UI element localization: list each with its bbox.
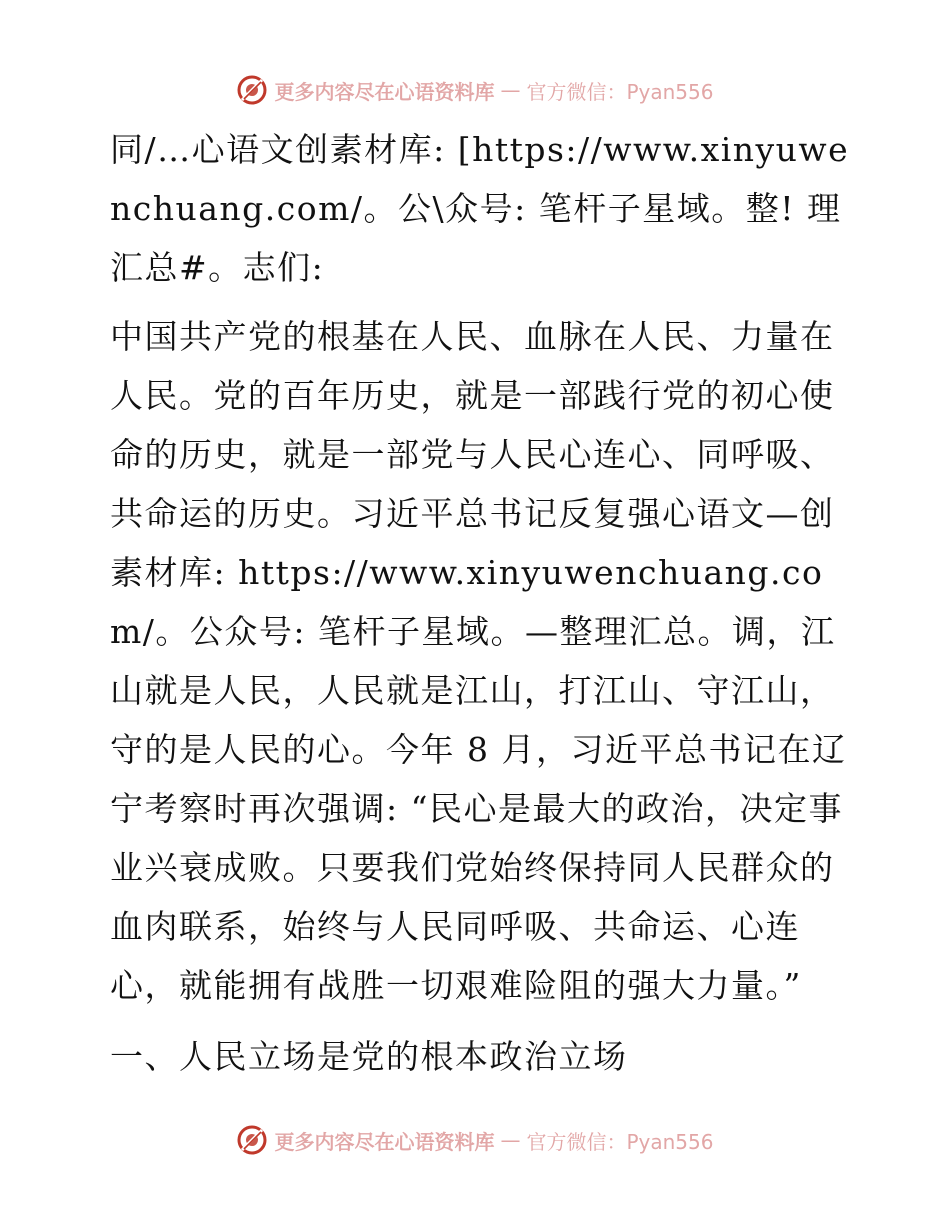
header-banner	[0, 70, 950, 110]
paragraph-intro: 同/…心语文创素材库: [https://www.xinyuwenchuang.com/。公\众号: 笔杆子星域。整! 理汇总#。志们:	[110, 130, 850, 287]
banner-title: 更多内容尽在心语资料库	[274, 79, 495, 104]
section-heading: 一、人民立场是党的根本政治立场	[110, 1037, 628, 1076]
header-banner-inner	[236, 74, 713, 106]
banner-wechat: 官方微信：Pyan556	[526, 1129, 714, 1154]
paragraph-main: 中国共产党的根基在人民、血脉在人民、力量在人民。党的百年历史，就是一部践行党的初心使命的历史，就是一部党与人民心连心、同呼吸、共命运的历史。习近平总书记反复强心语文—创素材库: https://www.xinyuwenchuang.com/。公众号: 笔杆子星域。—整理汇总。调，江山就是人民，人民就是江山，打江山、守江山，守的是人民的心。今年 8 月，习近平总书记在辽宁考察时再次强调: “民心是最大的政治，决定事业兴衰成败。只要我们党始终保持同人民群众的血肉联系，始终与人民同呼吸、共命运、心连心，就能拥有战胜一切艰难险阻的强大力量。”	[110, 317, 847, 1005]
banner-title: 更多内容尽在心语资料库	[274, 1129, 495, 1154]
banner-wechat: 官方微信：Pyan556	[526, 79, 714, 104]
footer-banner-inner	[236, 1124, 713, 1156]
document-body	[98, 120, 850, 1086]
footer-banner	[0, 1120, 950, 1160]
logo-icon	[236, 1124, 268, 1156]
logo-icon	[236, 74, 268, 106]
banner-dash: —	[500, 78, 521, 102]
banner-dash: —	[500, 1128, 521, 1152]
